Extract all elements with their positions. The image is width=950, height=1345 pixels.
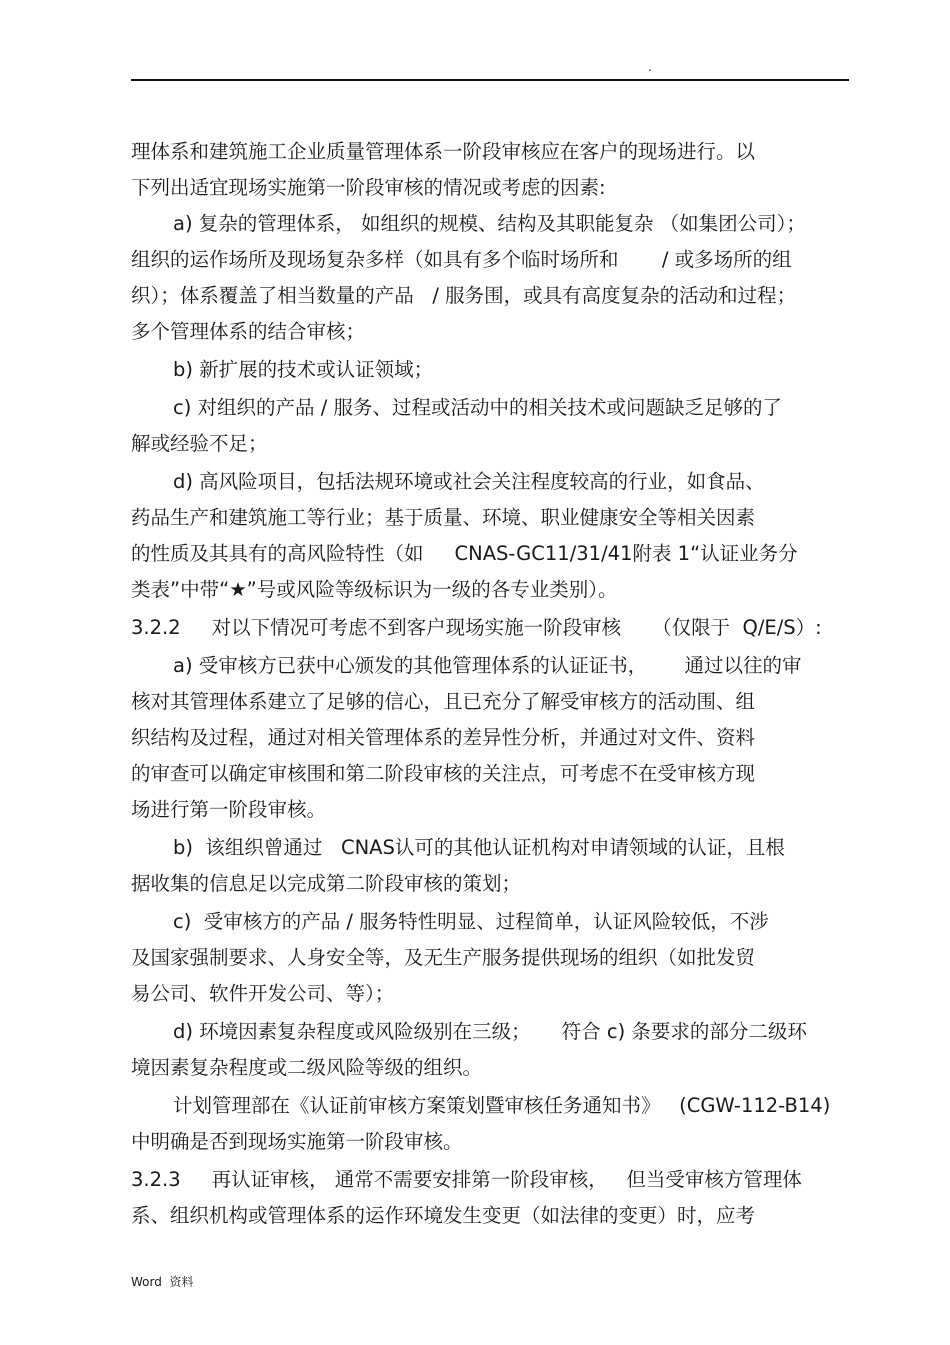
text-line: 组织的运作场所及现场复杂多样（如具有多个临时场所和 / 或多场所的组	[131, 248, 792, 271]
header-rule	[131, 79, 849, 81]
text-line: 系、组织机构或管理体系的运作环境发生变更（如法律的变更）时，应考	[131, 1204, 756, 1227]
text-line: d) 环境因素复杂程度或风险级别在三级； 符合 c) 条要求的部分二级环	[173, 1020, 807, 1043]
text-line: 的审查可以确定审核围和第二阶段审核的关注点，可考虑不在受审核方现	[131, 762, 756, 785]
text-line: b) 该组织曾通过 CNAS认可的其他认证机构对申请领域的认证，且根	[173, 836, 785, 859]
footer-label: Word 资料	[131, 1275, 194, 1289]
text-line: 织）；体系覆盖了相当数量的产品 / 服务围，或具有高度复杂的活动和过程；	[131, 284, 797, 307]
text-line: 的性质及其具有的高风险特性（如 CNAS-GC11/31/41附表 1“认证业务分	[131, 542, 798, 565]
text-line: 解或经验不足；	[131, 432, 268, 455]
text-line: 织结构及过程，通过对相关管理体系的差异性分析，并通过对文件、资料	[131, 726, 756, 749]
text-line: 多个管理体系的结合审核；	[131, 320, 366, 343]
text-line: 中明确是否到现场实施第一阶段审核。	[131, 1130, 463, 1153]
text-line: 场进行第一阶段审核。	[131, 798, 327, 821]
text-line: 及国家强制要求、人身安全等，及无生产服务提供现场的组织（如批发贸	[131, 946, 756, 969]
text-line: 3.2.3 再认证审核， 通常不需要安排第一阶段审核， 但当受审核方管理体	[131, 1168, 802, 1191]
text-line: c) 受审核方的产品 / 服务特性明显、过程简单，认证风险较低，不涉	[173, 910, 769, 933]
text-line: d) 高风险项目，包括法规环境或社会关注程度较高的行业，如食品、	[173, 470, 765, 493]
text-line: 易公司、软件开发公司、等）；	[131, 982, 395, 1005]
text-line: 药品生产和建筑施工等行业；基于质量、环境、职业健康安全等相关因素	[131, 506, 756, 529]
text-line: 核对其管理体系建立了足够的信心，且已充分了解受审核方的活动围、组	[131, 690, 756, 713]
text-line: 类表”中带“★”号或风险等级标识为一级的各专业类别）。	[131, 578, 618, 601]
text-line: 据收集的信息足以完成第二阶段审核的策划；	[131, 872, 522, 895]
text-line: b) 新扩展的技术或认证领域；	[173, 358, 434, 381]
text-line: 境因素复杂程度或二级风险等级的组织。	[131, 1056, 483, 1079]
text-line: 3.2.2 对以下情况可考虑不到客户现场实施一阶段审核 （仅限于 Q/E/S）:	[131, 616, 822, 639]
text-line: 下列出适宜现场实施第一阶段审核的情况或考虑的因素:	[131, 176, 606, 199]
text-line: 理体系和建筑施工企业质量管理体系一阶段审核应在客户的现场进行。以	[131, 140, 756, 163]
text-line: a) 复杂的管理体系， 如组织的规模、结构及其职能复杂 （如集团公司）；	[173, 212, 806, 235]
text-line: 计划管理部在《认证前审核方案策划暨审核任务通知书》 (CGW-112-B14)	[173, 1094, 831, 1117]
text-line: a) 受审核方已获中心颁发的其他管理体系的认证证书， 通过以往的审	[173, 654, 802, 677]
text-line: c) 对组织的产品 / 服务、过程或活动中的相关技术或问题缺乏足够的了	[173, 396, 782, 419]
header-dot: .	[648, 60, 652, 74]
